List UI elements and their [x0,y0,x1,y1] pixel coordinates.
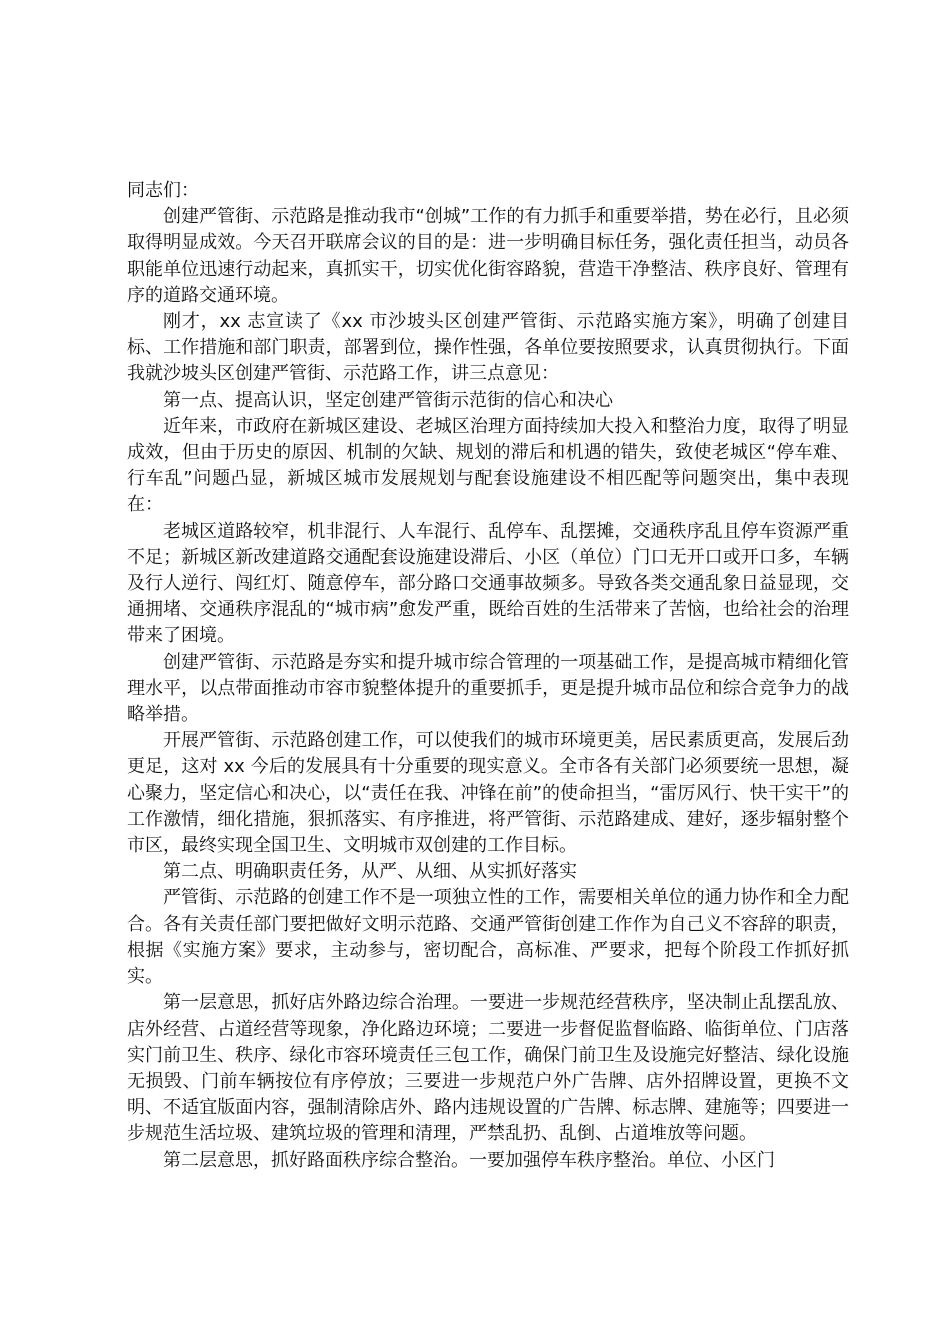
paragraph-significance: 创建严管街、示范路是夯实和提升城市综合管理的一项基础工作，是提高城市精细化管理水平，以点带面推动市容市貌整体提升的重要抓手，更是提升城市品位和综合竞争力的战略举措。 [127,651,849,726]
paragraph-layer-1: 第一层意思，抓好店外路边综合治理。一要进一步规范经营秩序，坚决制止乱摆乱放、店外经营、占道经营等现象，净化路边环境；二要进一步督促监督临路、临街单位、门店落实门前卫生、秩序、绿化市容环境责任三包工作，确保门前卫生及设施完好整洁、绿化设施无损毁、门前车辆按位有序停放；三要进一步规范户外广告牌、店外招牌设置，更换不文明、不适宜版面内容，强制清除店外、路内违规设置的广告牌、标志牌、建施等；四要进一步规范生活垃圾、建筑垃圾的管理和清理，严禁乱扔、乱倒、占道堆放等问题。 [127,992,849,1145]
salutation: 同志们： [127,180,199,201]
document-body [127,178,849,1174]
paragraph-cooperation: 严管街、示范路的创建工作不是一项独立性的工作，需要相关单位的通力协作和全力配合。各有关责任部门要把做好文明示范路、交通严管街创建工作作为自己义不容辞的职责，根据《实施方案》要求，主动参与，密切配合，高标准、严要求，把每个阶段工作抓好抓实。 [127,887,849,988]
paragraph-mobilization: 开展严管街、示范路创建工作，可以使我们的城市环境更美，居民素质更高，发展后劲更足，这对 xx 今后的发展具有十分重要的现实意义。全市各有关部门必须要统一思想，凝心聚力，坚定信心和决心，以“责任在我、冲锋在前”的使命担当，“雷厉风行、快干实干”的工作激情，细化措施，狠抓落实、有序推进，将严管街、示范路建成、建好，逐步辐射整个市区，最终实现全国卫生、文明城市双创建的工作目标。 [127,730,849,857]
paragraph-plan-reading: 刚才，xx 志宣读了《xx 市沙坡头区创建严管街、示范路实施方案》，明确了创建目标、工作措施和部门职责，部署到位，操作性强，各单位要按照要求，认真贯彻执行。下面我就沙坡头区创建严管街、示范路工作，讲三点意见： [127,311,849,385]
section-heading-1: 第一点、提高认识，坚定创建严管街示范街的信心和决心 [163,389,613,411]
paragraph-layer-2: 第二层意思，抓好路面秩序综合整治。一要加强停车秩序整治。单位、小区门 [163,1149,775,1171]
paragraph-problems: 老城区道路较窄，机非混行、人车混行、乱停车、乱摆摊，交通秩序乱且停车资源严重不足；新城区新改建道路交通配套设施建设滞后、小区（单位）门口无开口或开口多，车辆及行人逆行、闯红灯、随意停车，部分路口交通事故频多。导致各类交通乱象日益显现，交通拥堵、交通秩序混乱的“城市病”愈发严重，既给百姓的生活带来了苦恼，也给社会的治理带来了困境。 [127,520,849,647]
paragraph-intro: 创建严管街、示范路是推动我市“创城”工作的有力抓手和重要举措，势在必行，且必须取得明显成效。今天召开联席会议的目的是：进一步明确目标任务，强化责任担当，动员各职能单位迅速行动起来，真抓实干，切实优化街容路貌，营造干净整洁、秩序良好、管理有序的道路交通环境。 [127,206,849,306]
section-heading-2: 第二点、明确职责任务，从严、从细、从实抓好落实 [163,861,577,883]
paragraph-background: 近年来，市政府在新城区建设、老城区治理方面持续加大投入和整治力度，取得了明显成效，但由于历史的原因、机制的欠缺、规划的滞后和机遇的错失，致使老城区“停车难、行车乱”问题凸显，新城区城市发展规划与配套设施建设不相匹配等问题突出，集中表现在： [127,415,849,516]
